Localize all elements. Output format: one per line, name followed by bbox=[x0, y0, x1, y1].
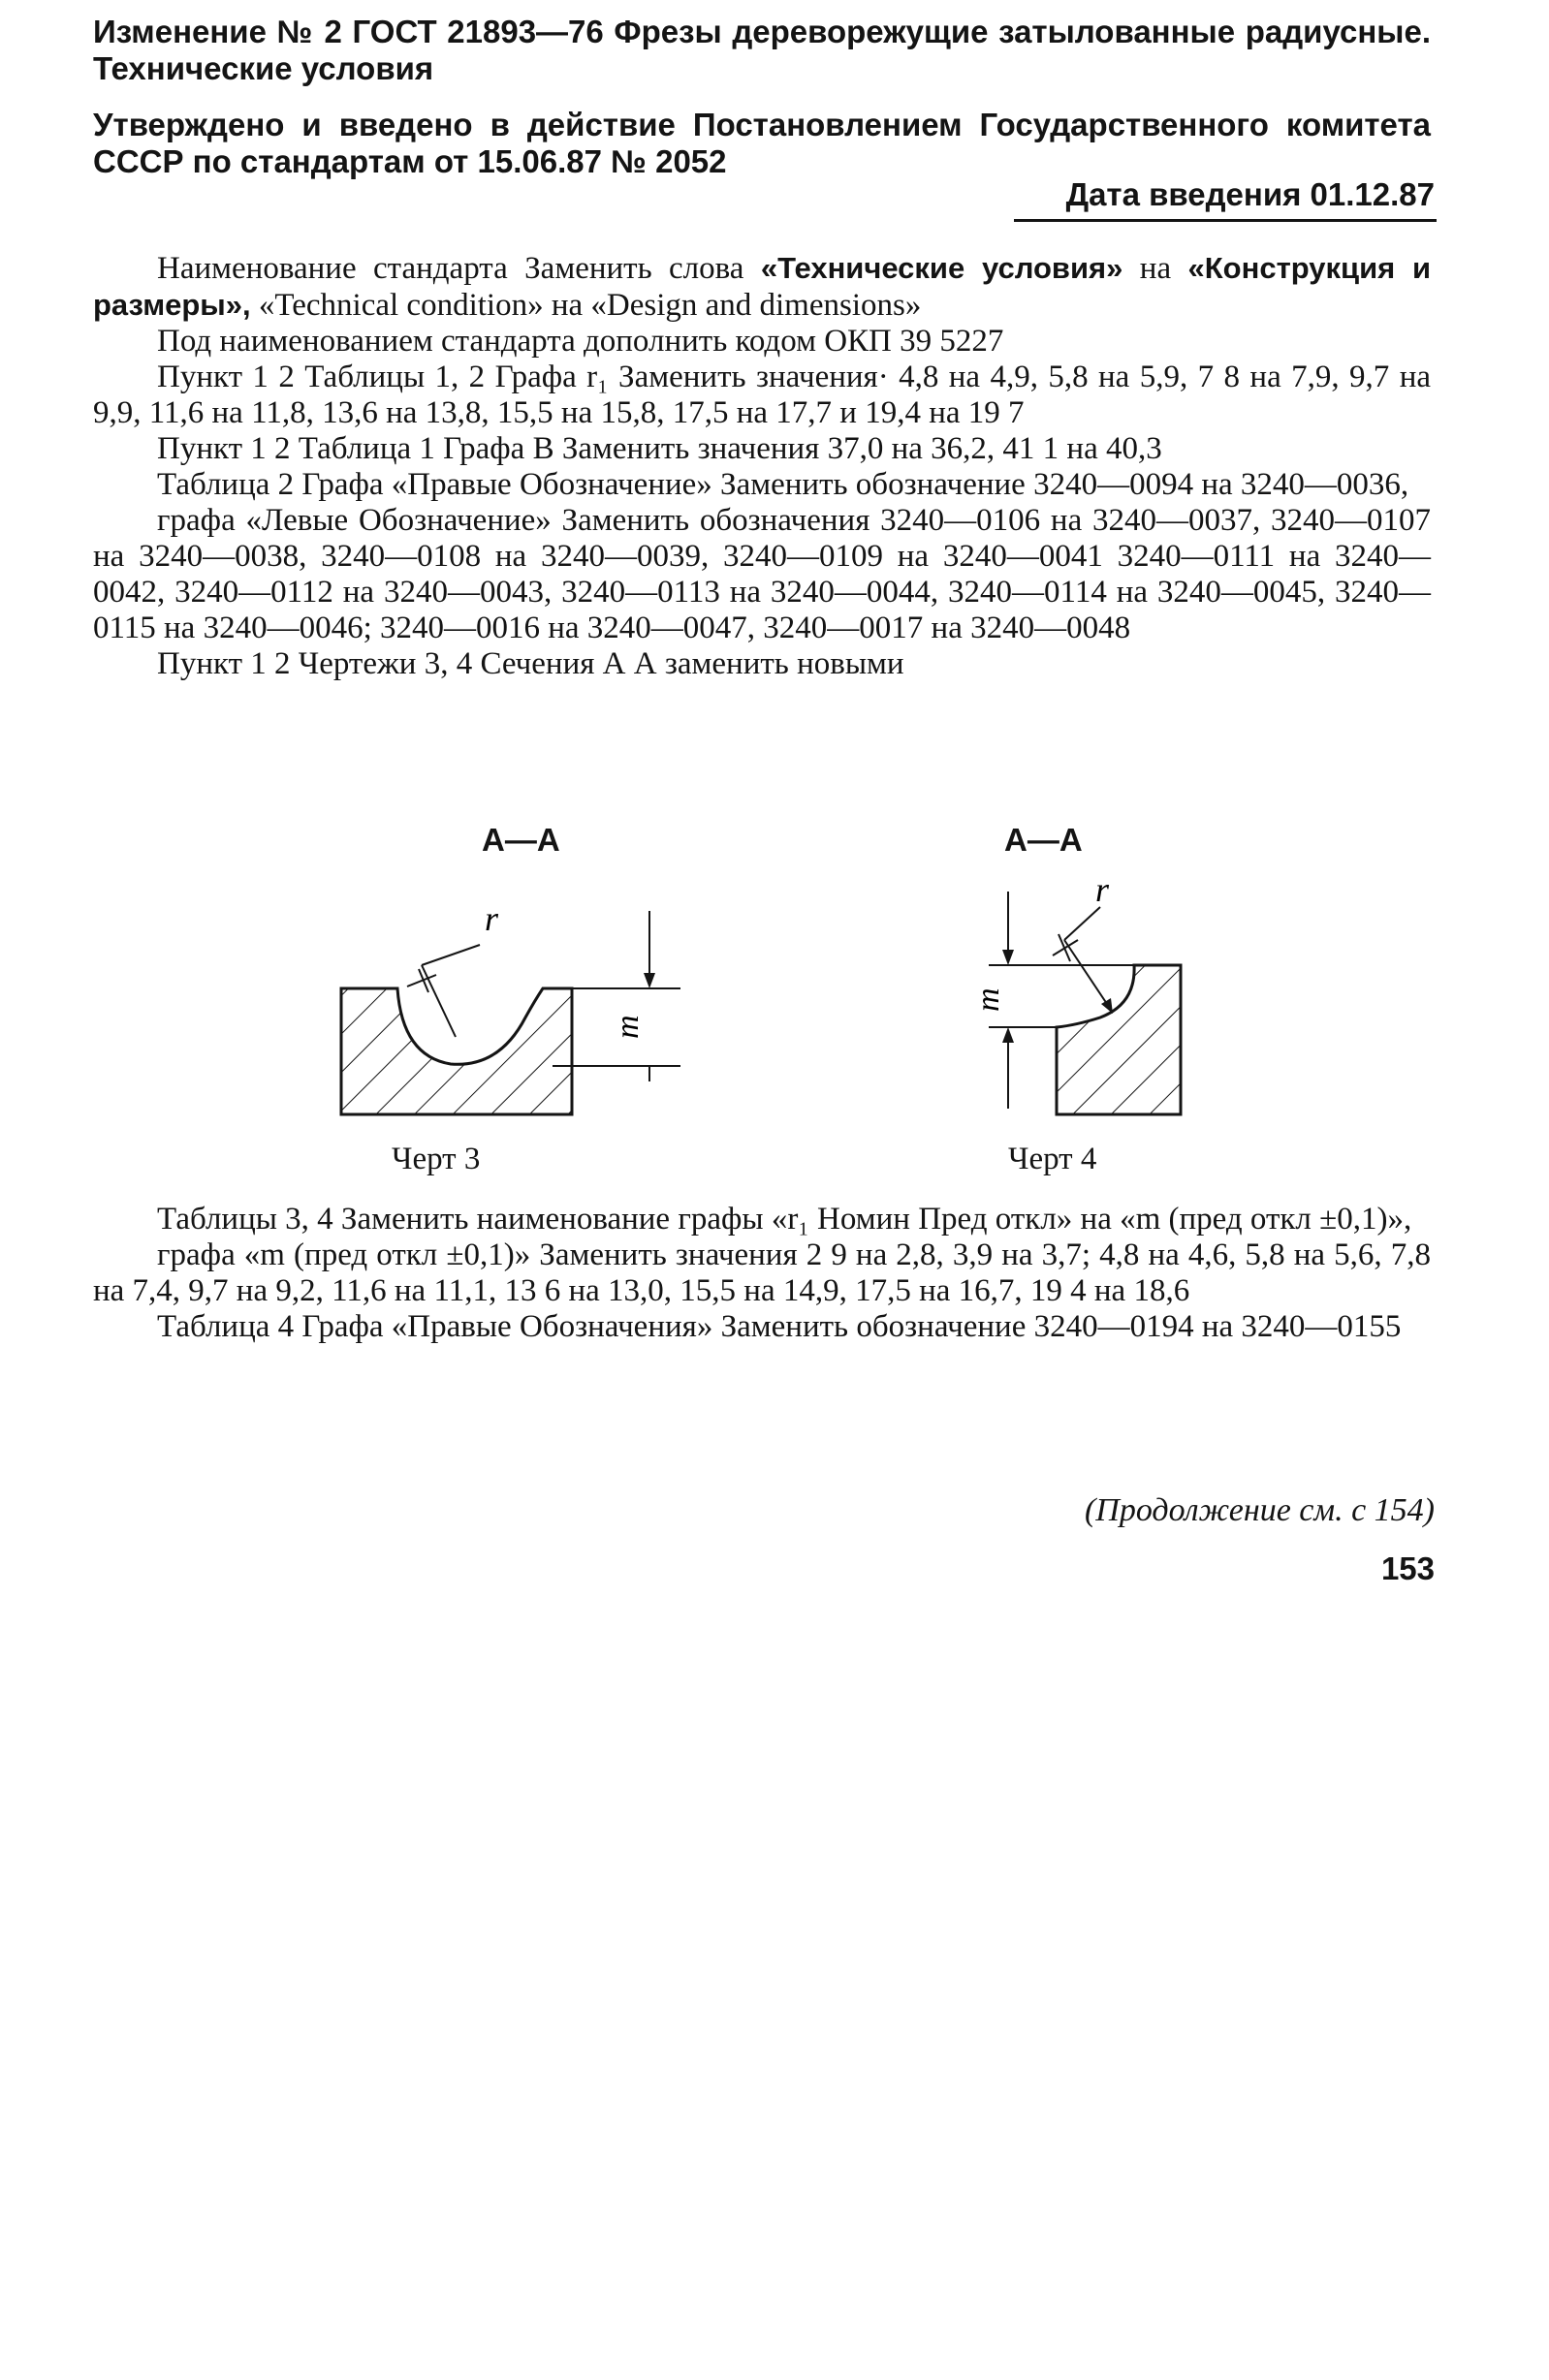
effective-date: Дата введения 01.12.87 bbox=[1065, 176, 1435, 212]
amendment-text bbox=[93, 250, 1431, 682]
fig3-m-label: m bbox=[610, 1015, 646, 1039]
paragraph-name-change: Наименование стандарта Заменить слова «Технические условия» на «Конструкция и размеры», «Technical condition» на «Design and dimensions» bbox=[93, 251, 1432, 323]
paragraph-okp-code: Под наименованием стандарта дополнить кодом ОКП 39 5227 bbox=[157, 324, 1004, 359]
paragraph-m-values: графа «m (пред откл ±0,1)» Заменить значения 2 9 на 2,8, 3,9 на 3,7; 4,8 на 4,6, 5,8 на 5,6, 7,8 на 7,4, 9,7 на 9,2, 11,6 на 11,1, 13 6 на 13,0, 15,5 на 14,9, 17,5 на 16,7, 19 4 на 18,6 bbox=[93, 1237, 1431, 1308]
fig4-caption: Черт 4 bbox=[1008, 1142, 1097, 1176]
fig3-hatched-section bbox=[341, 988, 572, 1114]
paragraph-right-designation-2: Таблица 4 Графа «Правые Обозначения» Заменить обозначение 3240—0194 на 3240—0155 bbox=[157, 1309, 1402, 1344]
fig4-section-label: А—А bbox=[1004, 822, 1083, 858]
amendment-text-2 bbox=[93, 1202, 1431, 1345]
fig3-caption: Черт 3 bbox=[392, 1142, 481, 1176]
fig3-section-label: А—А bbox=[482, 822, 560, 858]
paragraph-right-designation: Таблица 2 Графа «Правые Обозначение» Заменить обозначение 3240—0094 на 3240—0036, bbox=[157, 467, 1409, 502]
paragraph-r1-values: Пункт 1 2 Таблицы 1, 2 Графа r₁ Заменить значения· 4,8 на 4,9, 5,8 на 5,9, 7 8 на 7,9, 9,7 на 9,9, 11,6 на 11,8, 13,6 на 13,8, 15,5 на 15,8, 17,5 на 17,7 и 19,4 на 19 7 bbox=[93, 360, 1431, 430]
paragraph-table-column-rename: Таблицы 3, 4 Заменить наименование графы «r₁ Номин Пред откл» на «m (пред откл ±0,1)», bbox=[157, 1202, 1412, 1237]
page-number: 153 bbox=[1380, 1550, 1435, 1586]
paragraph-drawings: Пункт 1 2 Чертежи 3, 4 Сечения А А заменить новыми bbox=[157, 646, 904, 681]
fig4-hatched-section bbox=[1057, 965, 1181, 1114]
date-underline bbox=[1014, 219, 1437, 222]
continuation-note: (Продолжение см. с 154) bbox=[1084, 1492, 1435, 1528]
fig4-r-label: r bbox=[1095, 872, 1110, 909]
document-title: Изменение № 2 ГОСТ 21893—76 Фрезы дереворежущие затылованные радиусные. Технические условия bbox=[93, 14, 1431, 86]
paragraph-left-designations: графа «Левые Обозначение» Заменить обозначения 3240—0106 на 3240—0037, 3240—0107 на 3240—0038, 3240—0108 на 3240—0039, 3240—0109 на 3240—0041 3240—0111 на 3240—0042, 3240—0112 на 3240—0043, 3240—0113 на 3240—0044, 3240—0114 на 3240—0045, 3240—0115 на 3240—0046; 3240—0016 на 3240—0047, 3240—0017 на 3240—0048 bbox=[93, 503, 1431, 645]
fig4-m-label: m bbox=[970, 987, 1006, 1012]
fig4-drawing bbox=[931, 872, 1202, 1143]
paragraph-b-values: Пункт 1 2 Таблица 1 Графа B Заменить значения 37,0 на 36,2, 41 1 на 40,3 bbox=[157, 431, 1162, 466]
fig4-radius-line bbox=[1064, 940, 1111, 1010]
fig3-r-label: r bbox=[485, 899, 499, 938]
fig3-drawing bbox=[330, 892, 698, 1134]
approval-statement: Утверждено и введено в действие Постановлением Государственного комитета СССР по стандартам от 15.06.87 № 2052 bbox=[93, 107, 1431, 179]
fig3-radius-line bbox=[422, 965, 456, 1037]
